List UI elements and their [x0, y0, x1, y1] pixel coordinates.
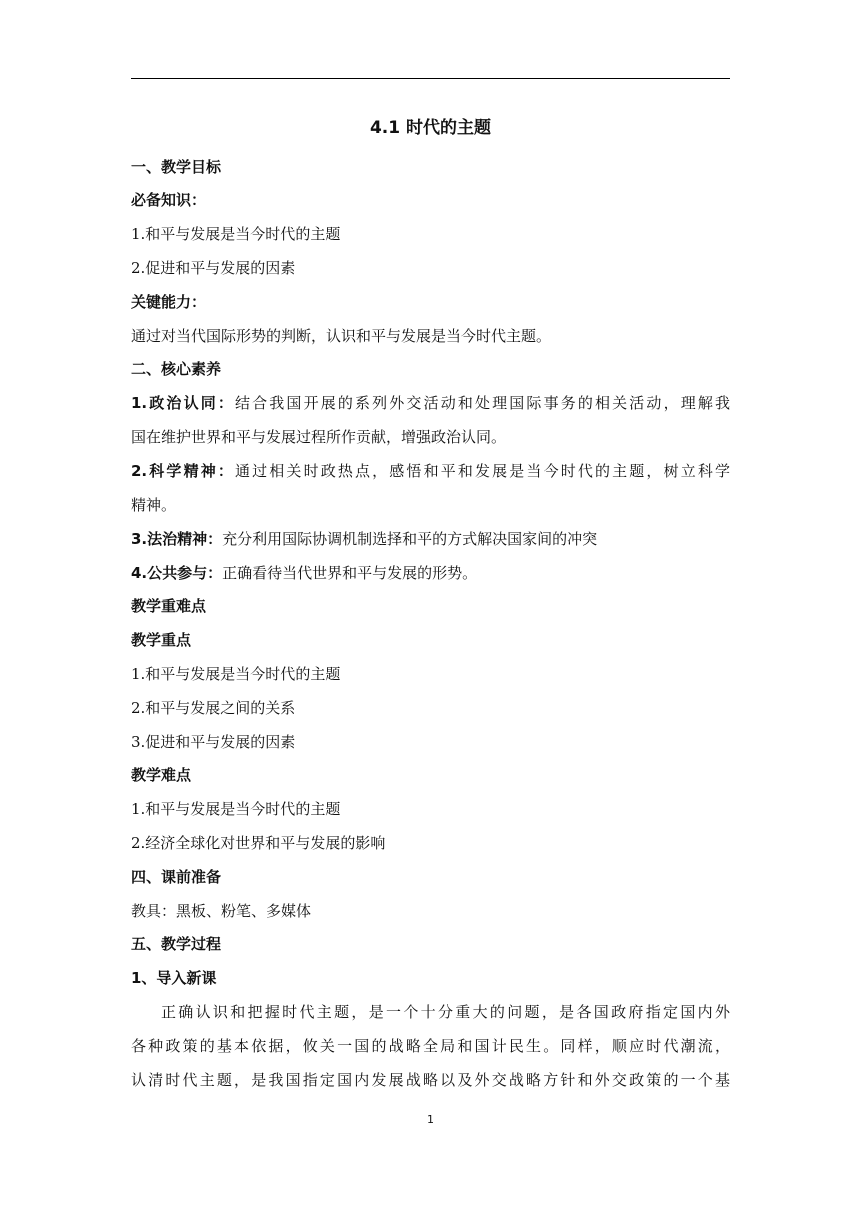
paragraph-line: 国在维护世界和平与发展过程所作贡献，增强政治认同。	[131, 428, 507, 446]
item-label: 3.法治精神：	[131, 530, 223, 548]
section-heading-preparation: 四、课前准备	[131, 868, 222, 886]
list-item: 1.和平与发展是当今时代的主题	[131, 800, 341, 818]
section-heading-objectives: 一、教学目标	[131, 158, 222, 176]
item-text: 结合我国开展的系列外交活动和处理国际事务的相关活动，理解我	[235, 394, 730, 412]
subheading-key-ability: 关键能力：	[131, 293, 207, 311]
list-item: 1.和平与发展是当今时代的主题	[131, 665, 341, 683]
item-text: 通过相关时政热点，感悟和平和发展是当今时代的主题，树立科学	[235, 462, 730, 480]
item-text: 正确看待当代世界和平与发展的形势。	[222, 564, 478, 582]
paragraph-line: 精神。	[131, 496, 177, 514]
intro-paragraph-line: 认清时代主题，是我国指定国内发展战略以及外交战略方针和外交政策的一个基	[131, 1071, 730, 1089]
list-item: 1.和平与发展是当今时代的主题	[131, 225, 341, 243]
list-item: 2.经济全球化对世界和平与发展的影响	[131, 834, 386, 852]
key-ability-text: 通过对当代国际形势的判断，认识和平与发展是当今时代主题。	[131, 327, 552, 345]
header-rule	[131, 78, 730, 79]
page-number: 1	[427, 1113, 434, 1126]
core-literacy-participation	[131, 562, 730, 584]
list-item: 2.和平与发展之间的关系	[131, 699, 296, 717]
subheading-required-knowledge: 必备知识：	[131, 191, 207, 209]
intro-paragraph-line: 正确认识和把握时代主题，是一个十分重大的问题，是各国政府指定国内外	[161, 1003, 730, 1021]
subheading-intro: 1、导入新课	[131, 969, 217, 987]
tools-text: 教具：黑板、粉笔、多媒体	[131, 902, 312, 920]
core-literacy-rule-of-law	[131, 528, 730, 550]
item-label: 1.政治认同：	[131, 394, 235, 412]
item-label: 2.科学精神：	[131, 462, 235, 480]
list-item: 2.促进和平与发展的因素	[131, 259, 296, 277]
page-title: 4.1 时代的主题	[369, 118, 492, 138]
intro-paragraph-line: 各种政策的基本依据，攸关一国的战略全局和国计民生。同样，顺应时代潮流，	[131, 1037, 730, 1055]
list-item: 3.促进和平与发展的因素	[131, 733, 296, 751]
item-text: 充分利用国际协调机制选择和平的方式解决国家间的冲突	[222, 530, 598, 548]
subheading-difficult-points: 教学难点	[131, 766, 192, 784]
item-label: 4.公共参与：	[131, 564, 223, 582]
section-heading-key-difficult: 教学重难点	[131, 597, 207, 615]
core-literacy-science	[131, 460, 730, 482]
section-heading-process: 五、教学过程	[131, 935, 222, 953]
subheading-key-points: 教学重点	[131, 631, 192, 649]
core-literacy-political	[131, 392, 730, 414]
section-heading-core-literacy: 二、核心素养	[131, 360, 222, 378]
